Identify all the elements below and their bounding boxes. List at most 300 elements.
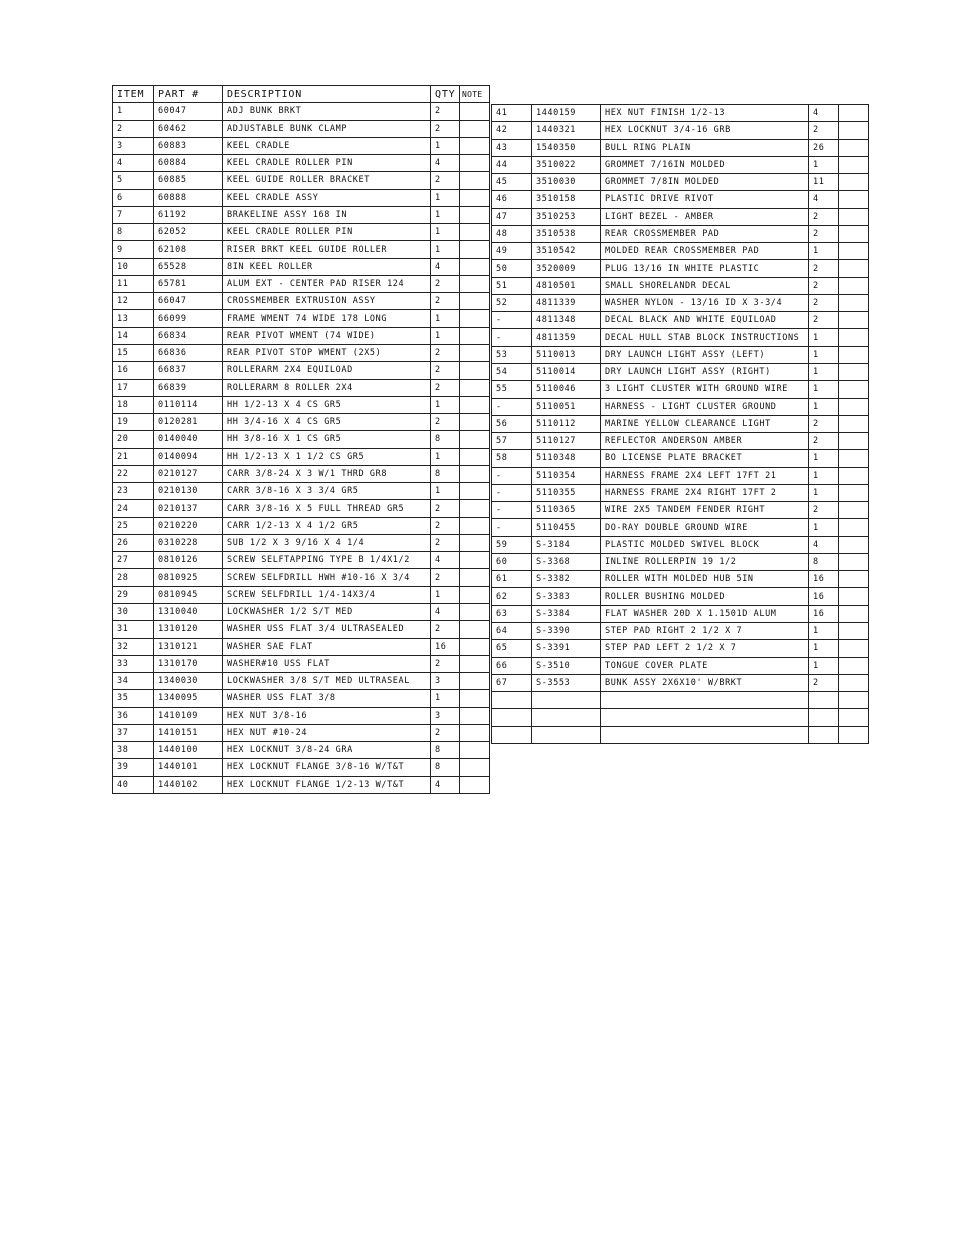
cell-description <box>601 726 809 743</box>
cell-note <box>839 605 869 622</box>
cell-part-number: 0210220 <box>154 517 223 534</box>
cell-item: 48 <box>492 225 532 242</box>
cell-note <box>839 692 869 709</box>
cell-item: 20 <box>113 431 154 448</box>
cell-part-number: 0140094 <box>154 448 223 465</box>
cell-part-number: 1340030 <box>154 673 223 690</box>
cell-note <box>839 139 869 156</box>
table-row <box>492 294 869 311</box>
cell-item: 63 <box>492 605 532 622</box>
cell-qty: 2 <box>809 277 839 294</box>
cell-note <box>460 275 490 292</box>
cell-item: 47 <box>492 208 532 225</box>
cell-item: 27 <box>113 552 154 569</box>
cell-part-number: 5110112 <box>532 415 601 432</box>
cell-qty <box>809 726 839 743</box>
cell-part-number: 66099 <box>154 310 223 327</box>
cell-item: 39 <box>113 759 154 776</box>
cell-note <box>460 569 490 586</box>
cell-qty: 8 <box>431 431 460 448</box>
cell-note <box>460 776 490 793</box>
cell-part-number: S-3184 <box>532 536 601 553</box>
cell-qty: 1 <box>431 690 460 707</box>
cell-note <box>839 398 869 415</box>
cell-note <box>839 709 869 726</box>
cell-description: HH 1/2-13 X 1 1/2 CS GR5 <box>223 448 431 465</box>
table-row <box>492 243 869 260</box>
cell-part-number: 66837 <box>154 362 223 379</box>
cell-part-number: 5110455 <box>532 519 601 536</box>
cell-description: KEEL CRADLE ASSY <box>223 189 431 206</box>
cell-item: 58 <box>492 450 532 467</box>
table-row <box>492 726 869 743</box>
cell-qty: 2 <box>809 225 839 242</box>
cell-item: 12 <box>113 293 154 310</box>
cell-description: GROMMET 7/16IN MOLDED <box>601 156 809 173</box>
cell-part-number: S-3383 <box>532 588 601 605</box>
cell-part-number: 1540350 <box>532 139 601 156</box>
cell-description: STEP PAD LEFT 2 1/2 X 7 <box>601 640 809 657</box>
cell-item: 31 <box>113 621 154 638</box>
cell-description: DECAL BLACK AND WHITE EQUILOAD <box>601 312 809 329</box>
cell-description: HEX LOCKNUT FLANGE 1/2-13 W/T&T <box>223 776 431 793</box>
header-note: NOTE <box>460 86 490 103</box>
cell-part-number: 1310170 <box>154 655 223 672</box>
cell-note <box>460 224 490 241</box>
cell-item: 10 <box>113 258 154 275</box>
table-row <box>113 621 490 638</box>
cell-description: ADJ BUNK BRKT <box>223 103 431 120</box>
cell-item: 41 <box>492 105 532 122</box>
table-row <box>492 312 869 329</box>
cell-item: 14 <box>113 327 154 344</box>
cell-part-number: 1440101 <box>154 759 223 776</box>
table-row <box>492 346 869 363</box>
cell-part-number: 3510253 <box>532 208 601 225</box>
cell-part-number: 60885 <box>154 172 223 189</box>
cell-part-number: 66047 <box>154 293 223 310</box>
cell-note <box>839 433 869 450</box>
cell-item: 16 <box>113 362 154 379</box>
table-row <box>113 742 490 759</box>
table-row <box>113 483 490 500</box>
cell-item: 1 <box>113 103 154 120</box>
cell-note <box>460 552 490 569</box>
table-row <box>492 277 869 294</box>
cell-part-number: 0140040 <box>154 431 223 448</box>
cell-qty: 2 <box>809 208 839 225</box>
cell-qty: 2 <box>809 415 839 432</box>
cell-item: 13 <box>113 310 154 327</box>
cell-part-number: S-3368 <box>532 553 601 570</box>
cell-note <box>839 536 869 553</box>
table-row <box>113 224 490 241</box>
table-row <box>113 293 490 310</box>
cell-qty: 1 <box>809 156 839 173</box>
cell-description: TONGUE COVER PLATE <box>601 657 809 674</box>
cell-description: REAR CROSSMEMBER PAD <box>601 225 809 242</box>
cell-item: 25 <box>113 517 154 534</box>
cell-qty: 1 <box>431 241 460 258</box>
cell-qty: 8 <box>809 553 839 570</box>
table-row <box>113 569 490 586</box>
cell-description: HEX NUT #10-24 <box>223 724 431 741</box>
table-row <box>113 776 490 793</box>
cell-part-number: 60884 <box>154 155 223 172</box>
cell-item <box>492 709 532 726</box>
cell-qty: 2 <box>431 120 460 137</box>
cell-part-number: S-3382 <box>532 571 601 588</box>
cell-item: 44 <box>492 156 532 173</box>
cell-qty: 1 <box>809 398 839 415</box>
cell-note <box>839 105 869 122</box>
table-row <box>492 381 869 398</box>
cell-note <box>839 346 869 363</box>
cell-description: MARINE YELLOW CLEARANCE LIGHT <box>601 415 809 432</box>
cell-qty: 4 <box>431 155 460 172</box>
cell-item: 37 <box>113 724 154 741</box>
cell-part-number: 1440321 <box>532 122 601 139</box>
table-row <box>113 362 490 379</box>
cell-description: STEP PAD RIGHT 2 1/2 X 7 <box>601 622 809 639</box>
cell-part-number: 3510538 <box>532 225 601 242</box>
table-row <box>113 759 490 776</box>
cell-part-number: 0810925 <box>154 569 223 586</box>
cell-note <box>460 673 490 690</box>
table-row <box>492 605 869 622</box>
cell-item: 51 <box>492 277 532 294</box>
cell-part-number: 61192 <box>154 206 223 223</box>
cell-description: FRAME WMENT 74 WIDE 178 LONG <box>223 310 431 327</box>
cell-qty: 1 <box>809 622 839 639</box>
cell-qty: 4 <box>431 552 460 569</box>
table-row <box>113 344 490 361</box>
cell-note <box>839 191 869 208</box>
cell-description: RISER BRKT KEEL GUIDE ROLLER <box>223 241 431 258</box>
table-row <box>113 241 490 258</box>
cell-item: 28 <box>113 569 154 586</box>
cell-qty: 2 <box>431 362 460 379</box>
cell-description: SUB 1/2 X 3 9/16 X 4 1/4 <box>223 534 431 551</box>
table-row <box>492 208 869 225</box>
cell-item: 15 <box>113 344 154 361</box>
cell-part-number: 60047 <box>154 103 223 120</box>
cell-description: HH 1/2-13 X 4 CS GR5 <box>223 396 431 413</box>
table-row <box>113 465 490 482</box>
cell-note <box>839 156 869 173</box>
cell-description: HEX NUT FINISH 1/2-13 <box>601 105 809 122</box>
cell-part-number: 4810501 <box>532 277 601 294</box>
cell-item: 6 <box>113 189 154 206</box>
cell-description: HEX NUT 3/8-16 <box>223 707 431 724</box>
cell-part-number: 65528 <box>154 258 223 275</box>
cell-part-number: 5110127 <box>532 433 601 450</box>
table-row <box>492 450 869 467</box>
cell-note <box>839 588 869 605</box>
cell-qty: 4 <box>809 191 839 208</box>
cell-item: 19 <box>113 414 154 431</box>
cell-note <box>839 277 869 294</box>
cell-qty: 1 <box>809 363 839 380</box>
table-row <box>113 500 490 517</box>
cell-qty: 4 <box>809 105 839 122</box>
table-row <box>492 657 869 674</box>
header-description: DESCRIPTION <box>223 86 431 103</box>
cell-qty: 1 <box>809 243 839 260</box>
table-row <box>113 655 490 672</box>
table-row <box>113 517 490 534</box>
cell-qty: 8 <box>431 759 460 776</box>
table-row <box>113 673 490 690</box>
cell-description: LOCKWASHER 3/8 S/T MED ULTRASEAL <box>223 673 431 690</box>
table-row <box>113 586 490 603</box>
cell-part-number: 0310228 <box>154 534 223 551</box>
table-row <box>113 690 490 707</box>
table-row <box>113 103 490 120</box>
table-row <box>492 122 869 139</box>
cell-description: ALUM EXT - CENTER PAD RISER 124 <box>223 275 431 292</box>
cell-qty: 1 <box>431 483 460 500</box>
cell-note <box>839 329 869 346</box>
cell-description: WASHER NYLON - 13/16 ID X 3-3/4 <box>601 294 809 311</box>
cell-note <box>460 638 490 655</box>
cell-description: REFLECTOR ANDERSON AMBER <box>601 433 809 450</box>
cell-item: 65 <box>492 640 532 657</box>
table-row <box>113 206 490 223</box>
cell-note <box>839 208 869 225</box>
cell-note <box>839 726 869 743</box>
table-row <box>113 327 490 344</box>
cell-item: 42 <box>492 122 532 139</box>
cell-note <box>460 431 490 448</box>
cell-description: DRY LAUNCH LIGHT ASSY (LEFT) <box>601 346 809 363</box>
table-row <box>113 137 490 154</box>
cell-description: GROMMET 7/8IN MOLDED <box>601 174 809 191</box>
cell-description: BUNK ASSY 2X6X10' W/BRKT <box>601 674 809 691</box>
cell-item: 33 <box>113 655 154 672</box>
cell-qty <box>809 692 839 709</box>
table-row <box>113 275 490 292</box>
cell-note <box>460 483 490 500</box>
cell-item: - <box>492 329 532 346</box>
table-row <box>492 329 869 346</box>
table-row <box>113 379 490 396</box>
cell-note <box>460 258 490 275</box>
cell-part-number: 0210137 <box>154 500 223 517</box>
cell-qty: 2 <box>431 621 460 638</box>
cell-item: 9 <box>113 241 154 258</box>
cell-description: HARNESS FRAME 2X4 LEFT 17FT 21 <box>601 467 809 484</box>
cell-description: MOLDED REAR CROSSMEMBER PAD <box>601 243 809 260</box>
cell-qty: 3 <box>431 673 460 690</box>
cell-description: 8IN KEEL ROLLER <box>223 258 431 275</box>
cell-qty: 2 <box>431 344 460 361</box>
cell-description: ROLLERARM 2X4 EQUILOAD <box>223 362 431 379</box>
cell-part-number: 1310120 <box>154 621 223 638</box>
cell-qty: 2 <box>809 674 839 691</box>
cell-note <box>839 571 869 588</box>
cell-note <box>460 534 490 551</box>
table-header-row <box>113 86 490 103</box>
cell-qty: 2 <box>431 293 460 310</box>
cell-description: WIRE 2X5 TANDEM FENDER RIGHT <box>601 502 809 519</box>
parts-list-left-body <box>113 103 490 794</box>
cell-part-number: S-3510 <box>532 657 601 674</box>
cell-qty: 4 <box>431 776 460 793</box>
cell-description: BRAKELINE ASSY 168 IN <box>223 206 431 223</box>
cell-qty: 2 <box>809 294 839 311</box>
cell-part-number: 66836 <box>154 344 223 361</box>
cell-description: DRY LAUNCH LIGHT ASSY (RIGHT) <box>601 363 809 380</box>
cell-qty: 1 <box>809 329 839 346</box>
table-row <box>113 310 490 327</box>
cell-part-number: S-3391 <box>532 640 601 657</box>
cell-description: DO-RAY DOUBLE GROUND WIRE <box>601 519 809 536</box>
cell-part-number: 3520009 <box>532 260 601 277</box>
cell-description: HEX LOCKNUT 3/8-24 GRA <box>223 742 431 759</box>
table-row <box>492 519 869 536</box>
cell-part-number: 0120281 <box>154 414 223 431</box>
cell-item: 7 <box>113 206 154 223</box>
cell-qty: 2 <box>431 379 460 396</box>
cell-part-number: 0110114 <box>154 396 223 413</box>
cell-part-number <box>532 709 601 726</box>
cell-description: HARNESS - LIGHT CLUSTER GROUND <box>601 398 809 415</box>
cell-qty: 1 <box>431 396 460 413</box>
cell-note <box>460 120 490 137</box>
cell-part-number: S-3390 <box>532 622 601 639</box>
cell-item: 11 <box>113 275 154 292</box>
cell-note <box>460 172 490 189</box>
cell-note <box>460 603 490 620</box>
cell-item: 36 <box>113 707 154 724</box>
cell-note <box>460 137 490 154</box>
cell-item: 2 <box>113 120 154 137</box>
cell-part-number: 0210127 <box>154 465 223 482</box>
cell-qty: 1 <box>809 484 839 501</box>
cell-part-number: 3510158 <box>532 191 601 208</box>
cell-item: 61 <box>492 571 532 588</box>
cell-part-number: 5110365 <box>532 502 601 519</box>
cell-description: LIGHT BEZEL - AMBER <box>601 208 809 225</box>
cell-description: HH 3/8-16 X 1 CS GR5 <box>223 431 431 448</box>
cell-qty: 2 <box>431 414 460 431</box>
cell-part-number: 1310040 <box>154 603 223 620</box>
table-row <box>492 709 869 726</box>
cell-part-number: 5110014 <box>532 363 601 380</box>
cell-qty: 1 <box>431 137 460 154</box>
cell-item: 32 <box>113 638 154 655</box>
cell-part-number: 62108 <box>154 241 223 258</box>
cell-part-number: 5110355 <box>532 484 601 501</box>
cell-item: 49 <box>492 243 532 260</box>
table-row <box>113 431 490 448</box>
cell-note <box>839 640 869 657</box>
table-row <box>492 467 869 484</box>
cell-qty: 1 <box>809 450 839 467</box>
cell-description: PLASTIC DRIVE RIVOT <box>601 191 809 208</box>
cell-part-number: 0810126 <box>154 552 223 569</box>
cell-description: REAR PIVOT STOP WMENT (2X5) <box>223 344 431 361</box>
cell-qty: 2 <box>431 655 460 672</box>
cell-item: 52 <box>492 294 532 311</box>
table-row <box>492 105 869 122</box>
cell-description: PLUG 13/16 IN WHITE PLASTIC <box>601 260 809 277</box>
cell-description: ADJUSTABLE BUNK CLAMP <box>223 120 431 137</box>
table-row <box>113 172 490 189</box>
cell-item: 56 <box>492 415 532 432</box>
cell-qty: 2 <box>431 517 460 534</box>
cell-note <box>839 312 869 329</box>
cell-part-number: 4811339 <box>532 294 601 311</box>
table-row <box>492 156 869 173</box>
cell-qty: 4 <box>809 536 839 553</box>
cell-note <box>460 759 490 776</box>
cell-item: - <box>492 484 532 501</box>
cell-item: 29 <box>113 586 154 603</box>
header-item: ITEM <box>113 86 154 103</box>
cell-part-number: 4811359 <box>532 329 601 346</box>
cell-description: HH 3/4-16 X 4 CS GR5 <box>223 414 431 431</box>
cell-part-number: 5110046 <box>532 381 601 398</box>
cell-description: WASHER SAE FLAT <box>223 638 431 655</box>
cell-description: SMALL SHORELANDR DECAL <box>601 277 809 294</box>
cell-note <box>839 174 869 191</box>
cell-note <box>460 189 490 206</box>
cell-item: 38 <box>113 742 154 759</box>
cell-note <box>460 103 490 120</box>
table-row <box>492 363 869 380</box>
table-row <box>492 588 869 605</box>
cell-part-number: 1410151 <box>154 724 223 741</box>
table-row <box>492 484 869 501</box>
cell-note <box>460 465 490 482</box>
cell-part-number: 66839 <box>154 379 223 396</box>
cell-note <box>460 621 490 638</box>
cell-description: FLAT WASHER 20D X 1.1501D ALUM <box>601 605 809 622</box>
table-row <box>492 225 869 242</box>
cell-part-number: 1440100 <box>154 742 223 759</box>
cell-item: 30 <box>113 603 154 620</box>
cell-part-number: 60462 <box>154 120 223 137</box>
cell-note <box>460 155 490 172</box>
cell-description <box>601 692 809 709</box>
parts-list-table-right <box>491 104 869 744</box>
cell-part-number: 1310121 <box>154 638 223 655</box>
cell-part-number <box>532 692 601 709</box>
cell-description: CROSSMEMBER EXTRUSION ASSY <box>223 293 431 310</box>
cell-description: REAR PIVOT WMENT (74 WIDE) <box>223 327 431 344</box>
cell-description: CARR 3/8-16 X 3 3/4 GR5 <box>223 483 431 500</box>
cell-note <box>460 742 490 759</box>
cell-item: 60 <box>492 553 532 570</box>
cell-note <box>460 724 490 741</box>
cell-qty: 16 <box>809 588 839 605</box>
cell-item: 66 <box>492 657 532 674</box>
cell-item: 17 <box>113 379 154 396</box>
cell-part-number: 66834 <box>154 327 223 344</box>
cell-qty: 4 <box>431 603 460 620</box>
cell-item: 62 <box>492 588 532 605</box>
cell-description: HEX LOCKNUT FLANGE 3/8-16 W/T&T <box>223 759 431 776</box>
cell-part-number: 65781 <box>154 275 223 292</box>
cell-item: 50 <box>492 260 532 277</box>
cell-note <box>460 690 490 707</box>
cell-note <box>839 243 869 260</box>
table-row <box>492 174 869 191</box>
cell-qty: 1 <box>431 224 460 241</box>
table-row <box>492 622 869 639</box>
